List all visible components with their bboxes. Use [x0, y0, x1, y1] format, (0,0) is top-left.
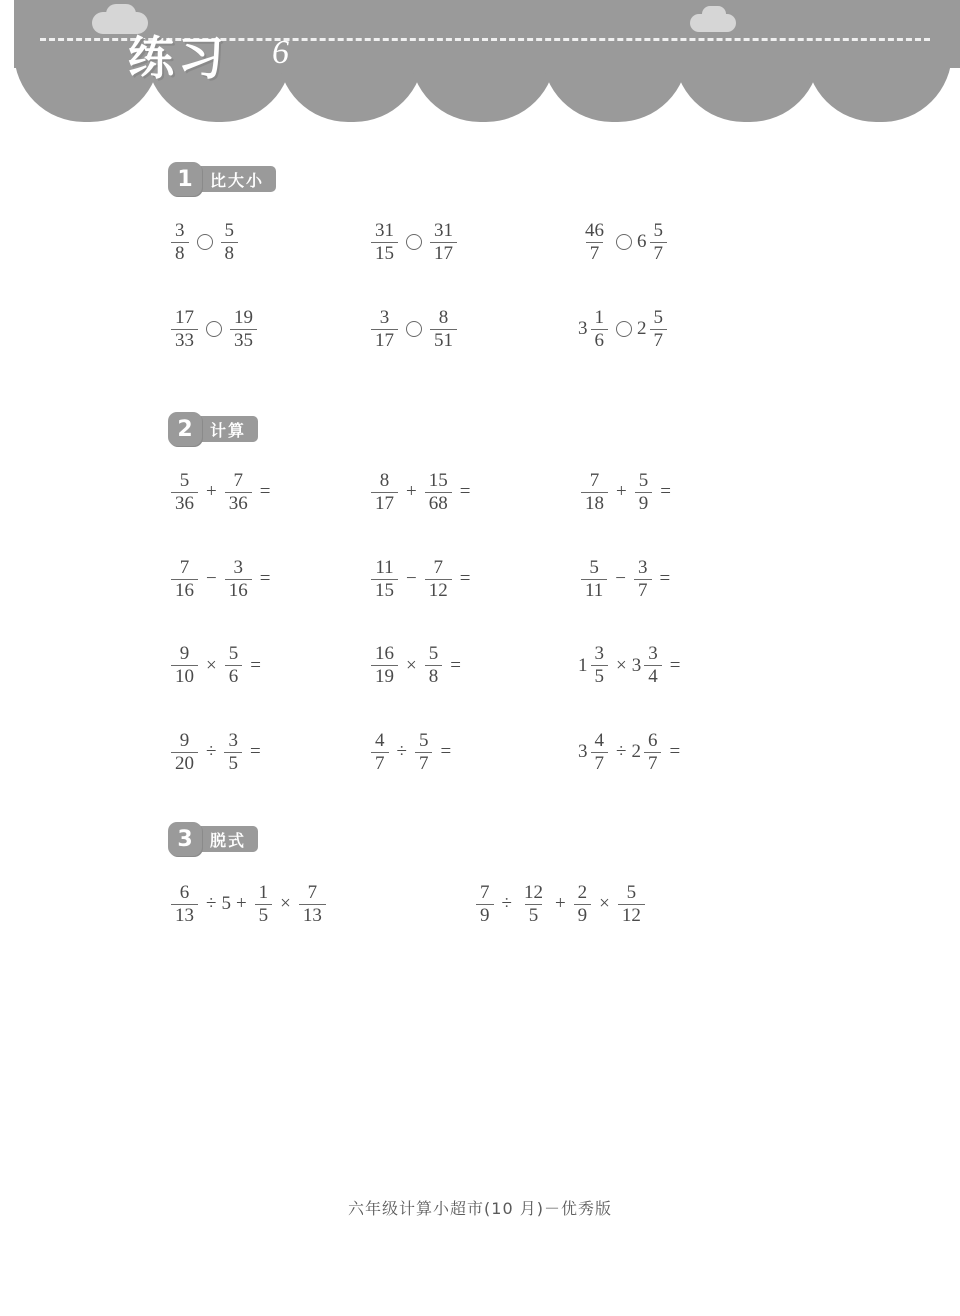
- section-label: 计算: [196, 416, 258, 442]
- fraction: $\frac{9}{20}$: [171, 730, 198, 775]
- operator: +: [616, 481, 627, 503]
- fraction: $\frac{5}{7}$: [650, 307, 668, 352]
- equals-sign: =: [459, 481, 471, 503]
- compare-circle[interactable]: [406, 321, 422, 337]
- cloud-icon: [106, 4, 136, 24]
- equals-sign: =: [259, 568, 271, 590]
- whole-number: 5: [221, 893, 231, 915]
- compare-circle[interactable]: [616, 321, 632, 337]
- fraction: $\frac{11}{15}$: [371, 557, 398, 602]
- section-header: [168, 162, 670, 196]
- equals-sign: =: [459, 568, 471, 590]
- compare-circle[interactable]: [197, 234, 213, 250]
- problem-item: [368, 730, 578, 775]
- section-number: 1: [168, 162, 202, 196]
- section-header: [168, 822, 648, 856]
- fraction: $\frac{7}{12}$: [425, 557, 452, 602]
- operator: −: [615, 568, 627, 590]
- whole-number: 2: [631, 741, 641, 763]
- equals-sign: =: [450, 654, 461, 676]
- fraction: $\frac{8}{51}$: [430, 307, 457, 352]
- calculate-rows: [168, 470, 685, 775]
- fraction: $\frac{3}{16}$: [225, 557, 252, 602]
- page-footer: 六年级计算小超市(10 月)－优秀版: [348, 1199, 612, 1218]
- fraction: $\frac{3}{5}$: [224, 730, 242, 775]
- problem-item: [578, 307, 670, 352]
- fraction: $\frac{31}{15}$: [371, 220, 398, 265]
- fraction: $\frac{7}{36}$: [225, 470, 252, 515]
- compare-rows: [168, 220, 670, 351]
- problem-item: [473, 882, 648, 927]
- fraction: $\frac{3}{5}$: [591, 643, 609, 688]
- equals-sign: =: [659, 568, 671, 590]
- operator: −: [206, 568, 217, 590]
- fraction: $\frac{5}{36}$: [171, 470, 198, 515]
- compare-circle[interactable]: [406, 234, 422, 250]
- operator: +: [406, 481, 417, 503]
- problem-item: [368, 307, 578, 352]
- fraction: $\frac{6}{13}$: [171, 882, 198, 927]
- problem-item: [168, 643, 368, 688]
- operator: ÷: [206, 893, 217, 915]
- section-number: 3: [168, 822, 202, 856]
- problem-item: [168, 307, 368, 352]
- problem-row: [168, 643, 685, 688]
- whole-number: 2: [637, 318, 647, 340]
- operator: ×: [206, 654, 217, 676]
- fraction: $\frac{12}{5}$: [523, 882, 543, 926]
- whole-number: 3: [578, 741, 588, 763]
- fraction: $\frac{5}{9}$: [635, 470, 653, 515]
- problem-row: [168, 220, 670, 265]
- operator: +: [235, 893, 247, 915]
- page-title: 练习: [128, 31, 228, 85]
- problem-item: [578, 470, 676, 515]
- page-banner: [0, 0, 960, 118]
- fraction: $\frac{15}{68}$: [425, 470, 452, 515]
- fraction: $\frac{17}{33}$: [171, 307, 198, 352]
- equals-sign: =: [660, 481, 671, 503]
- equals-sign: =: [440, 741, 452, 763]
- problem-item: [168, 557, 368, 602]
- operator: −: [406, 568, 417, 590]
- problem-row: [168, 470, 685, 515]
- fraction: $\frac{7}{18}$: [581, 470, 608, 515]
- problem-row: [168, 882, 648, 927]
- section-calculate: [168, 412, 685, 775]
- fraction: $\frac{4}{7}$: [371, 730, 389, 775]
- problem-item: [578, 730, 685, 775]
- fraction: $\frac{6}{7}$: [644, 730, 662, 775]
- fraction: $\frac{3}{4}$: [644, 643, 662, 688]
- problem-row: [168, 557, 685, 602]
- fraction: $\frac{5}{11}$: [581, 557, 607, 602]
- whole-number: 6: [637, 231, 647, 253]
- problem-item: [368, 470, 578, 515]
- operator: ÷: [396, 741, 407, 763]
- fraction: $\frac{5}{7}$: [650, 220, 668, 265]
- fraction: $\frac{19}{35}$: [230, 307, 257, 352]
- operator: ÷: [616, 741, 627, 763]
- whole-number: 1: [578, 654, 588, 676]
- problem-item: [578, 220, 670, 265]
- operator: ÷: [206, 741, 217, 763]
- fraction: $\frac{5}{12}$: [618, 882, 645, 927]
- equals-sign: =: [259, 481, 271, 503]
- compare-circle[interactable]: [206, 321, 222, 337]
- fraction: $\frac{3}{17}$: [371, 307, 398, 352]
- section-expression: [168, 822, 648, 927]
- problem-item: [368, 220, 578, 265]
- problem-item: [168, 882, 448, 927]
- cloud-icon: [702, 6, 726, 22]
- operator: +: [206, 481, 217, 503]
- fraction: $\frac{7}{9}$: [476, 882, 494, 927]
- equals-sign: =: [669, 654, 681, 676]
- problem-row: [168, 730, 685, 775]
- fraction: $\frac{5}{8}$: [221, 220, 239, 265]
- problem-item: [168, 730, 368, 775]
- operator: ×: [599, 893, 610, 915]
- problem-item: [368, 557, 578, 602]
- fraction: $\frac{3}{8}$: [171, 220, 189, 265]
- section-compare: [168, 162, 670, 351]
- fraction: $\frac{3}{7}$: [634, 557, 652, 602]
- problem-row: [168, 307, 670, 352]
- equals-sign: =: [250, 654, 261, 676]
- section-header: [168, 412, 685, 446]
- problem-item: [168, 220, 368, 265]
- problem-item: [368, 643, 578, 688]
- whole-number: 3: [631, 654, 642, 676]
- problem-item: [168, 470, 368, 515]
- equals-sign: =: [669, 741, 681, 763]
- fraction: $\frac{5}{8}$: [425, 643, 443, 688]
- fraction: $\frac{1}{5}$: [255, 882, 273, 927]
- section-label: 比大小: [196, 166, 276, 192]
- fraction: $\frac{46}{7}$: [585, 220, 604, 264]
- section-number: 2: [168, 412, 202, 446]
- fraction: $\frac{31}{17}$: [430, 220, 457, 265]
- section-label: 脱式: [196, 826, 258, 852]
- fraction: $\frac{7}{13}$: [299, 882, 326, 927]
- fraction: $\frac{1}{6}$: [591, 307, 609, 352]
- equals-sign: =: [249, 741, 261, 763]
- fraction: $\frac{8}{17}$: [371, 470, 398, 515]
- problem-item: [578, 643, 685, 688]
- fraction: $\frac{7}{16}$: [171, 557, 198, 602]
- fraction: $\frac{9}{10}$: [171, 643, 198, 688]
- operator: ×: [280, 893, 291, 915]
- fraction: $\frac{5}{6}$: [225, 643, 243, 688]
- expression-rows: [168, 882, 648, 927]
- fraction: $\frac{5}{7}$: [415, 730, 433, 775]
- operator: ÷: [501, 893, 512, 915]
- problem-item: [578, 557, 675, 602]
- operator: ×: [616, 654, 627, 676]
- fraction: $\frac{16}{19}$: [371, 643, 398, 688]
- page-title-number: 6: [272, 34, 289, 71]
- fraction: $\frac{4}{7}$: [591, 730, 609, 775]
- whole-number: 3: [578, 318, 588, 340]
- fraction: $\frac{2}{9}$: [574, 882, 592, 927]
- operator: +: [554, 893, 566, 915]
- compare-circle[interactable]: [616, 234, 632, 250]
- operator: ×: [406, 654, 417, 676]
